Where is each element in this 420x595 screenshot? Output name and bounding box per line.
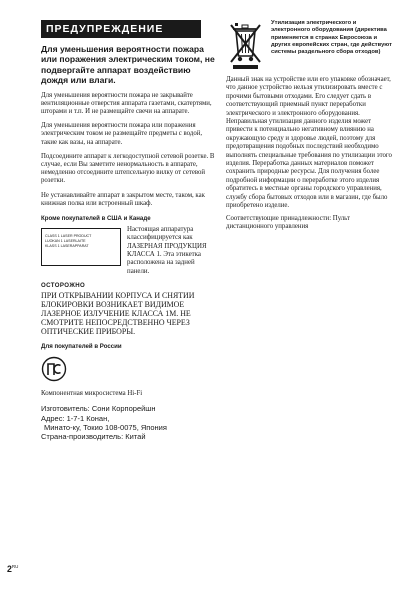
pct-certification-logo-icon: [41, 356, 67, 382]
page-number-value: 2: [7, 564, 12, 574]
usa-canada-heading: Кроме покупателей в США и Канаде: [41, 215, 151, 223]
manufacturer-line: Минато-ку, Токио 108-0075, Япония: [44, 422, 167, 432]
warning-lead: Для уменьшения вероятности пожара или поражения электрическим током, не подвергайте аппарат воздействию дождя или влаги.: [41, 44, 215, 86]
laser-section: [41, 226, 217, 276]
product-name: Компонентная микросистема Hi-Fi: [41, 390, 143, 398]
manufacturer-info: [41, 404, 217, 441]
paragraph-installation: Не устанавливайте аппарат в закрытом месте, таком, как книжная полка или встроенный шкаф.: [41, 191, 205, 207]
caution-text: ПРИ ОТКРЫВАНИИ КОРПУСА И СНЯТИИ БЛОКИРОВКИ ВОЗНИКАЕТ ВИДИМОЕ ЛАЗЕРНОЕ ИЗЛУЧЕНИЕ КЛАССА 1M. НЕ СМОТРИТЕ НЕПОСРЕДСТВЕННО ЧЕРЕЗ ОПТИЧЕСКИЕ ПРИБОРЫ.: [41, 290, 195, 337]
right-column: [226, 20, 392, 231]
laser-label-line: CLASS 1 LASER PRODUCT: [45, 234, 92, 239]
laser-label-line: KLASS 1 LASERAPPARAT: [45, 244, 89, 249]
russia-heading: Для покупателей в России: [41, 343, 122, 351]
accessories-text: Соответствующие принадлежности: Пульт дистанционного управления: [226, 214, 350, 230]
crossed-out-bin-icon: [228, 20, 264, 72]
manufacturer-line: Изготовитель: Сони Корпорейшн: [41, 404, 156, 414]
left-column: [41, 20, 217, 441]
manufacturer-line: Адрес: 1-7-1 Конан,: [41, 413, 110, 423]
paragraph-water: Для уменьшения вероятности пожара или поражения электрическим током не размещайте предметы с водой, такие как вазы, на аппарате.: [41, 122, 203, 146]
manufacturer-line: Страна-производитель: Китай: [41, 431, 146, 441]
paragraph-outlet: Подсоедините аппарат к легкодоступной сетевой розетке. В случае, если Вы заметите ненормальность в аппарате, немедленно отсоедините штепсельную вилку от сетевой розетки.: [41, 152, 215, 185]
laser-class-label: [41, 228, 121, 266]
page-number: [7, 564, 18, 574]
laser-description: Настоящая аппаратура классифицируется как ЛАЗЕРНАЯ ПРОДУКЦИЯ КЛАССА 1. Эта этикетка расположена на задней панели.: [127, 226, 207, 275]
caution-heading: ОСТОРОЖНО: [41, 281, 86, 289]
page-language-code: RU: [11, 564, 19, 570]
weee-section: [226, 20, 392, 72]
weee-title: Утилизация электрического и электронного оборудования (директива применяется в странах Евросоюза и других европейских стран, где действуют системы раздельного сбора отходов): [271, 20, 392, 56]
warning-title: ПРЕДУПРЕЖДЕНИЕ: [41, 20, 201, 38]
weee-body: Данный знак на устройстве или его упаковке обозначает, что данное устройство нельзя утилизировать вместе с прочими бытовыми отходами. Его следует сдать в соответствующий приемный пункт переработки электрического и электронного оборудования. Неправильная утилизация данного изделия может привести к потенциально негативному влиянию на окружающую среду и здоровье людей, поэтому для предотвращения подобных последствий необходимо выполнять специальные требования по утилизации этого изделия. Переработка данных материалов поможет сохранить природные ресурсы. Для получения более подробной информации о переработке этого изделия обратитесь в местные органы городского управления, службу сбора бытовых отходов или в магазин, где было приобретено изделие.: [226, 76, 392, 210]
laser-label-line: LUOKAN 1 LASERLAITE: [45, 239, 86, 244]
paragraph-ventilation: Для уменьшения вероятности пожара не закрывайте вентиляционные отверстия аппарата газетами, скатертями, шторами и т.п. И не размещайте свечи на аппарате.: [41, 91, 212, 116]
